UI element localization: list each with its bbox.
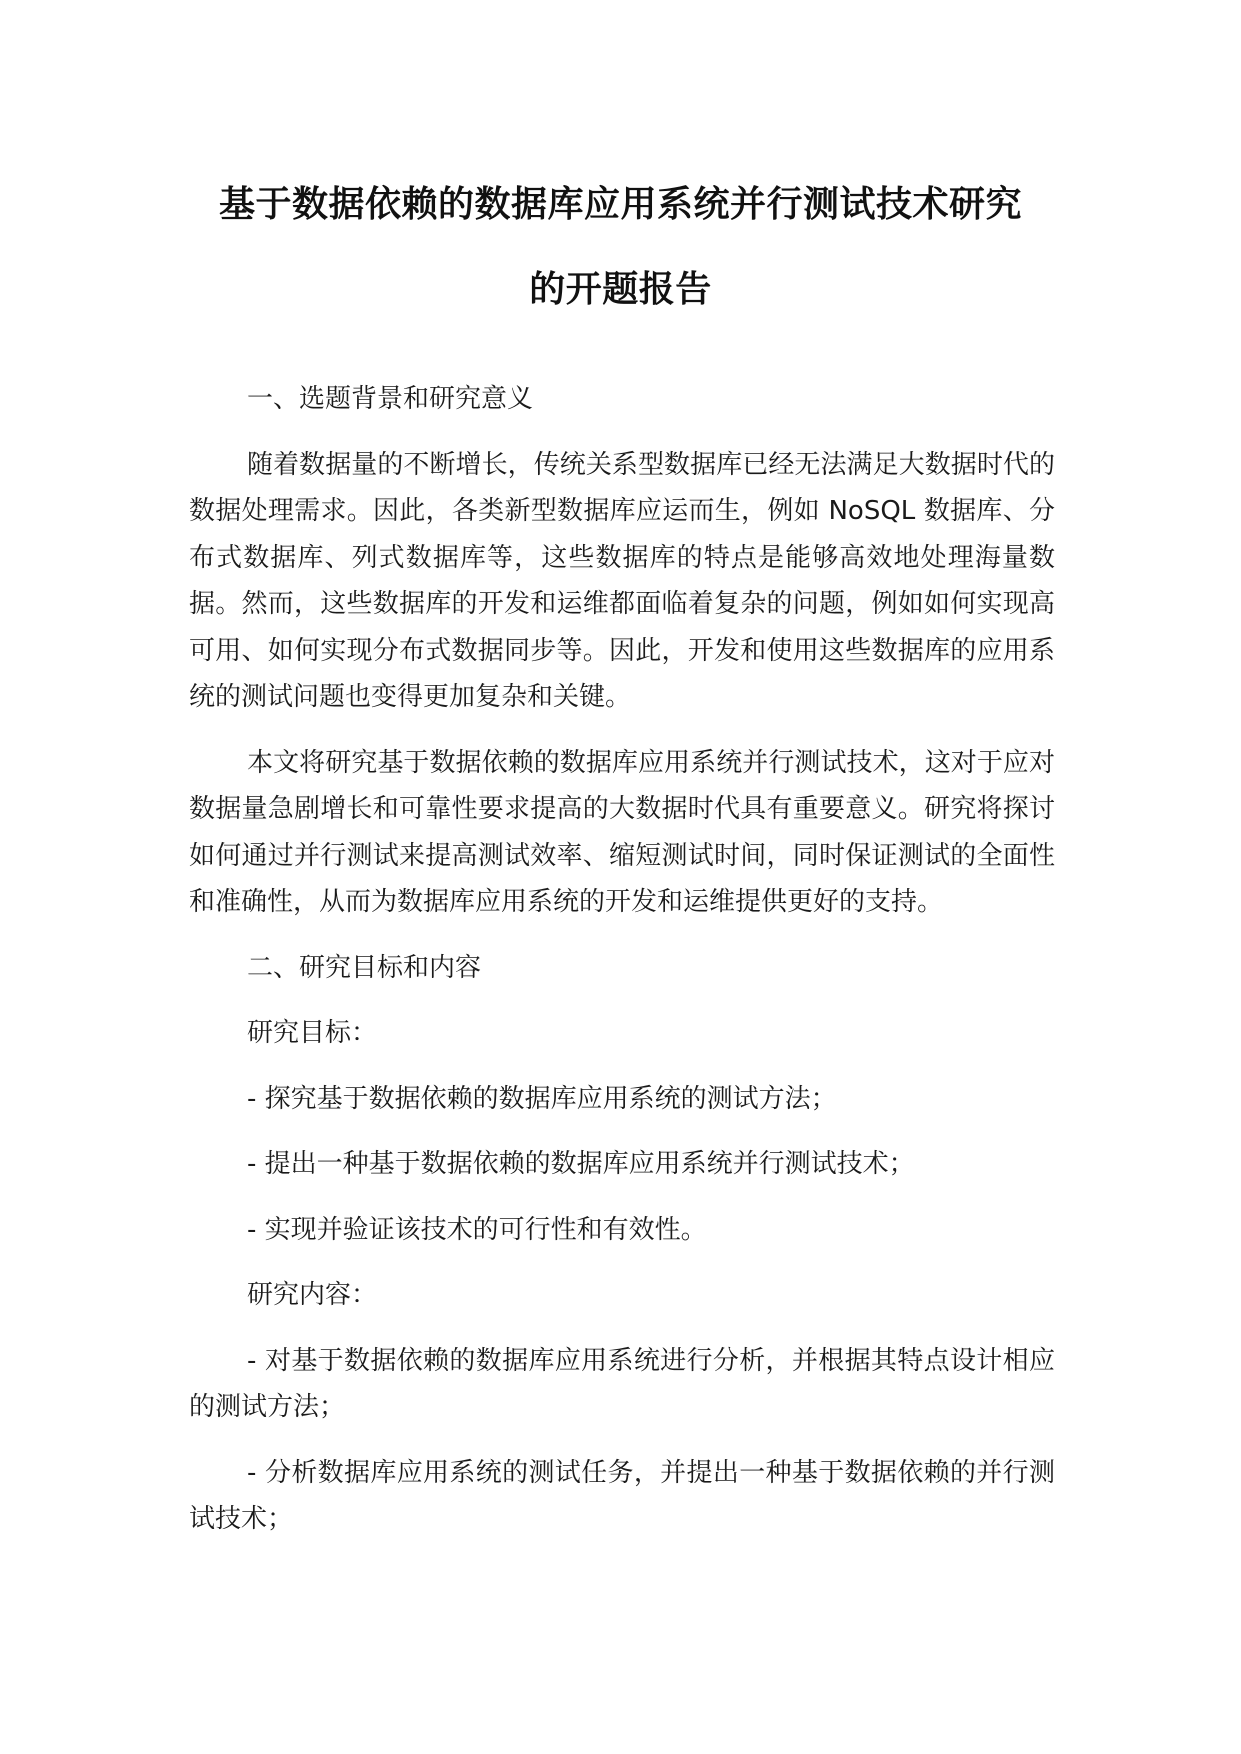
- document-title-line-1: 基于数据依赖的数据库应用系统并行测试技术研究: [218, 184, 1022, 225]
- list-item-goal: - 探究基于数据依赖的数据库应用系统的测试方法；: [247, 1083, 837, 1114]
- document-body: [189, 376, 1055, 1562]
- list-item-goal: - 提出一种基于数据依赖的数据库应用系统并行测试技术；: [247, 1149, 915, 1179]
- paragraph-significance: 本文将研究基于数据依赖的数据库应用系统并行测试技术，这对于应对数据量急剧增长和可靠性要求提高的大数据时代具有重要意义。研究将探讨如何通过并行测试来提高测试效率、缩短测试时间，同时保证测试的全面性和准确性，从而为数据库应用系统的开发和运维提供更好的支持。: [189, 747, 1055, 917]
- paragraph-background: 随着数据量的不断增长，传统关系型数据库已经无法满足大数据时代的数据处理需求。因此，各类新型数据库应运而生，例如 NoSQL 数据库、分布式数据库、列式数据库等，这些数据库的特点是能够高效地处理海量数据。然而，这些数据库的开发和运维都面临着复杂的问题，例如如何实现高可用、如何实现分布式数据同步等。因此，开发和使用这些数据库的应用系统的测试问题也变得更加复杂和关键。: [189, 449, 1055, 712]
- list-item-content: - 对基于数据依赖的数据库应用系统进行分析，并根据其特点设计相应的测试方法；: [189, 1345, 1055, 1422]
- list-item-content: - 分析数据库应用系统的测试任务，并提出一种基于数据依赖的并行测试技术；: [189, 1457, 1055, 1534]
- section-heading-background: 一、选题背景和研究意义: [247, 384, 534, 414]
- goals-label: 研究目标：: [247, 1018, 378, 1048]
- list-item-goal: - 实现并验证该技术的可行性和有效性。: [247, 1214, 707, 1245]
- content-label: 研究内容：: [247, 1280, 378, 1310]
- section-heading-goals-content: 二、研究目标和内容: [247, 952, 482, 983]
- document-title-line-2: 的开题报告: [529, 269, 712, 310]
